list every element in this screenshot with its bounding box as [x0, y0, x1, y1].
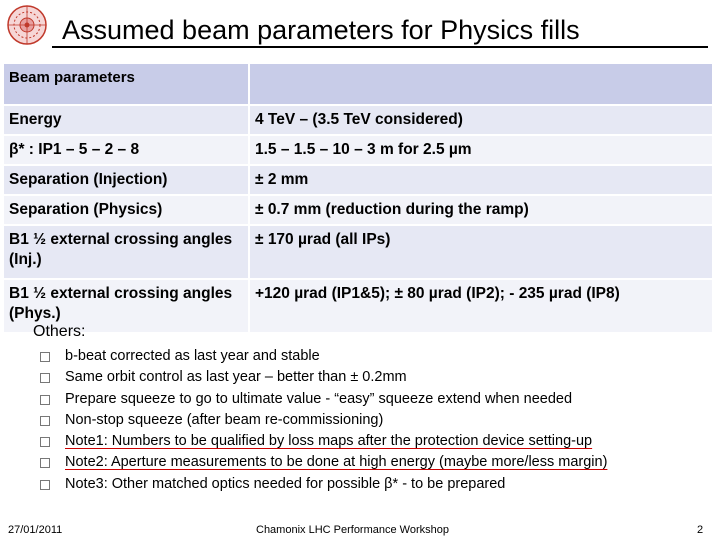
- table-row: [4, 196, 712, 224]
- checkbox-bullet-icon: [40, 480, 50, 490]
- footer-date: 27/01/2011: [8, 524, 63, 536]
- list-item-text: Non-stop squeeze (after beam re-commissioning): [65, 411, 384, 428]
- row-value: ± 0.7 mm (reduction during the ramp): [250, 196, 712, 224]
- list-item: [40, 474, 607, 495]
- row-label: B1 ½ external crossing angles (Inj.): [4, 226, 248, 278]
- list-item-text: Prepare squeeze to go to ultimate value - “easy” squeeze extend when needed: [65, 390, 573, 407]
- list-item: [40, 389, 607, 410]
- slide-title: Assumed beam parameters for Physics fills: [62, 15, 580, 45]
- row-label: Separation (Physics): [4, 196, 248, 224]
- table-header-cell: [250, 64, 712, 104]
- list-item: [40, 431, 607, 452]
- table-row: [4, 226, 712, 278]
- footer-page-number: 2: [697, 524, 704, 536]
- title-underline: [52, 46, 708, 48]
- list-item-text: Note2: Aperture measurements to be done at high energy (maybe more/less margin): [65, 454, 608, 471]
- row-value: 1.5 – 1.5 – 10 – 3 m for 2.5 µm: [250, 136, 712, 164]
- others-heading: Others:: [33, 323, 86, 340]
- table-row: [4, 106, 712, 134]
- beam-parameters-table: [2, 62, 714, 334]
- checkbox-bullet-icon: [40, 373, 50, 383]
- table-header-cell: Beam parameters: [4, 64, 248, 104]
- row-label: Separation (Injection): [4, 166, 248, 194]
- checkbox-bullet-icon: [40, 395, 50, 405]
- list-item-text: b-beat corrected as last year and stable: [65, 348, 320, 364]
- list-item: [40, 367, 607, 388]
- list-item: [40, 346, 607, 367]
- checkbox-bullet-icon: [40, 416, 50, 426]
- row-label: B1 ½ external crossing angles (Phys.): [4, 280, 248, 332]
- row-value: ± 2 mm: [250, 166, 712, 194]
- table-header-row: [4, 64, 712, 104]
- row-value: 4 TeV – (3.5 TeV considered): [250, 106, 712, 134]
- row-value: +120 µrad (IP1&5); ± 80 µrad (IP2); - 235 µrad (IP8): [250, 280, 712, 332]
- footer-conference: Chamonix LHC Performance Workshop: [256, 524, 449, 536]
- cern-logo-icon: [3, 3, 51, 47]
- others-list: [40, 346, 607, 495]
- table-row: [4, 280, 712, 332]
- checkbox-bullet-icon: [40, 352, 50, 362]
- list-item: [40, 410, 607, 431]
- table-row: [4, 136, 712, 164]
- table-row: [4, 166, 712, 194]
- checkbox-bullet-icon: [40, 437, 50, 447]
- row-label: Energy: [4, 106, 248, 134]
- row-label: β* : IP1 – 5 – 2 – 8: [4, 136, 248, 164]
- list-item: [40, 452, 607, 473]
- row-value: ± 170 µrad (all IPs): [250, 226, 712, 278]
- list-item-text: Note1: Numbers to be qualified by loss maps after the protection device setting-up: [65, 433, 593, 450]
- list-item-text: Note3: Other matched optics needed for possible β* - to be prepared: [65, 475, 506, 492]
- checkbox-bullet-icon: [40, 458, 50, 468]
- list-item-text: Same orbit control as last year – better than ± 0.2mm: [65, 369, 407, 386]
